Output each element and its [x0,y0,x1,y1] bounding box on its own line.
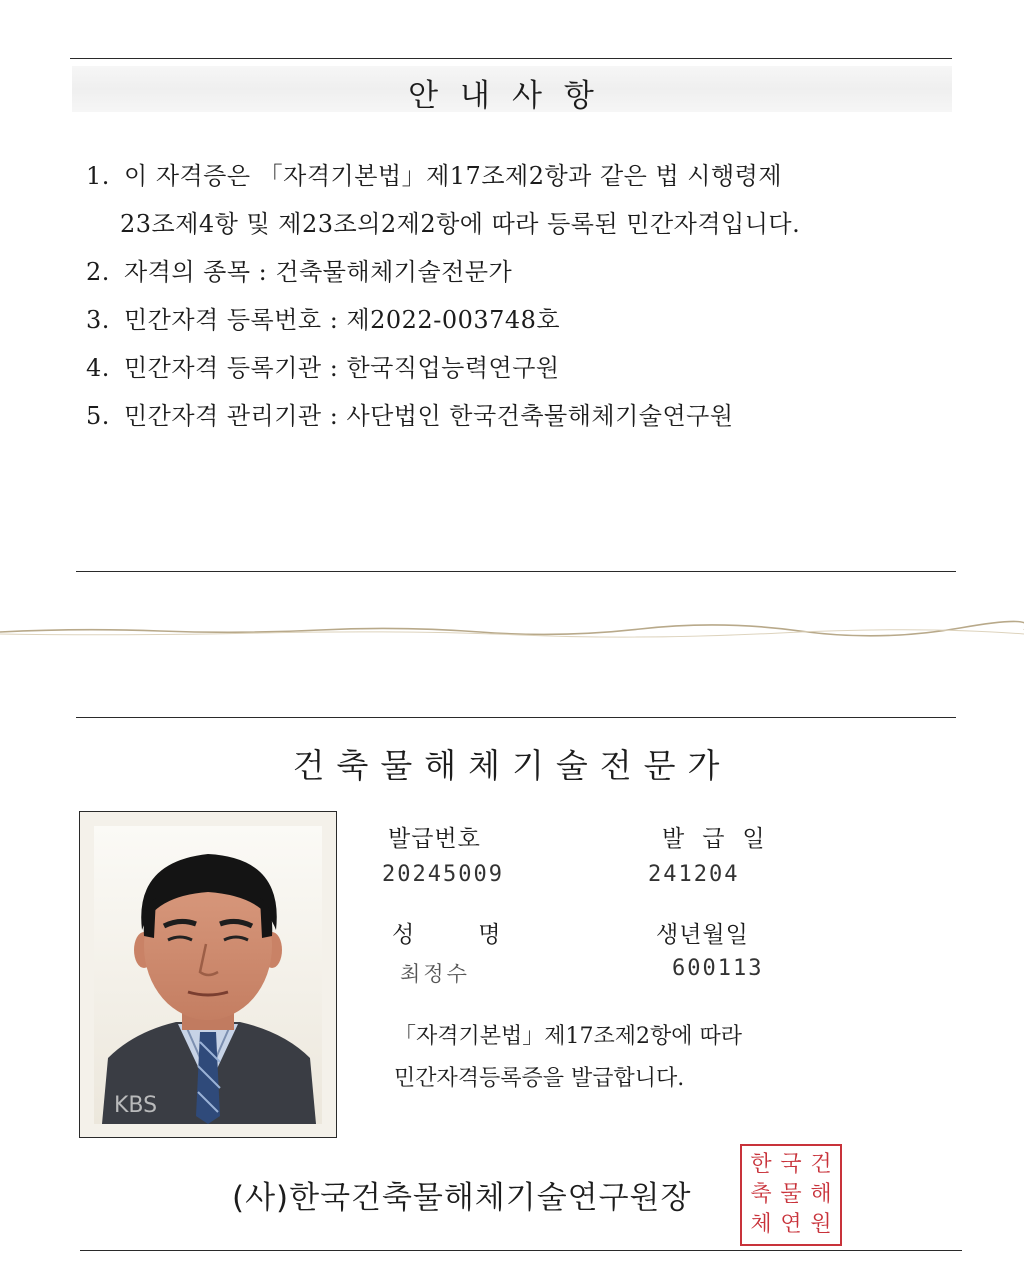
name-value: 최정수 [400,962,470,986]
item-text: 민간자격 등록기관 : 한국직업능력연구원 [124,354,560,382]
notice-title: 안내사항 [408,78,616,114]
issue-number-label: 발급번호 [388,826,481,852]
legal-line-2: 민간자격등록증을 발급합니다. [394,1066,685,1091]
notice-item-2 [86,248,946,296]
notice-item-1 [86,152,946,248]
legal-statement [394,1016,742,1100]
item-text: 이 자격증은 「자격기본법」제17조제2항과 같은 법 시행령제 [124,162,782,190]
photo-watermark: KBS [114,1093,158,1118]
portrait-illustration [94,826,322,1124]
name-label: 성명 [392,922,565,948]
certificate-title: 건축물해체기술전문가 [292,746,732,785]
top-rule [70,58,952,59]
seal-char: 연 [780,1212,802,1237]
issue-date-value: 241204 [648,862,740,887]
item-number: 2. [86,258,110,286]
seal-char: 체 [750,1212,772,1237]
issuer-name: (사)한국건축물해체기술연구원장 [232,1180,692,1216]
notice-bottom-rule [76,571,956,572]
notice-item-4 [86,344,946,392]
card-top-rule [76,717,956,718]
issue-date-label: 발급일 [662,826,783,852]
seal-char: 축 [750,1182,772,1207]
legal-line-1: 「자격기본법」제17조제2항에 따라 [394,1024,743,1049]
seal-char: 원 [810,1212,832,1237]
item-number: 5. [86,402,110,430]
official-seal [740,1144,842,1246]
notice-item-3 [86,296,946,344]
item-text-continued: 23조제4항 및 제23조의2제2항에 따라 등록된 민간자격입니다. [120,210,801,238]
item-text: 민간자격 등록번호 : 제2022-003748호 [124,306,561,334]
item-number: 3. [86,306,110,334]
id-photo [79,811,337,1138]
seal-char: 건 [810,1152,832,1177]
notice-list [86,152,946,440]
item-number: 4. [86,354,110,382]
fold-crease [0,618,1024,640]
item-number: 1. [86,162,110,190]
seal-char: 국 [780,1152,802,1177]
issue-number-value: 20245009 [382,862,504,887]
card-bottom-rule [80,1250,962,1251]
birth-date-value: 600113 [672,956,764,981]
seal-char: 해 [810,1182,832,1207]
seal-characters [746,1150,836,1240]
birth-date-label: 생년월일 [656,922,749,948]
notice-item-5 [86,392,946,440]
item-text: 민간자격 관리기관 : 사단법인 한국건축물해체기술연구원 [124,402,734,430]
seal-char: 한 [750,1152,772,1177]
item-text: 자격의 종목 : 건축물해체기술전문가 [124,258,513,286]
seal-char: 물 [780,1182,802,1207]
